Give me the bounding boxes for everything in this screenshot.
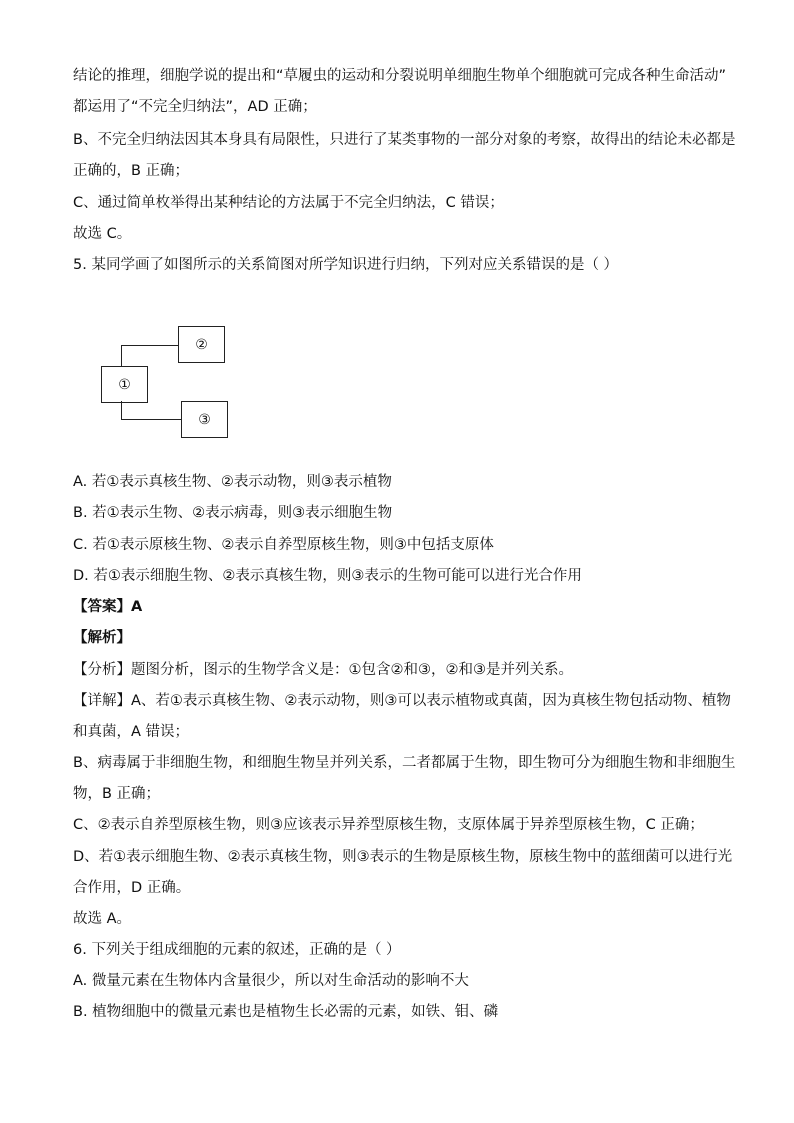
text-line-5: C、通过简单枚举得出某种结论的方法属于不完全归纳法，C 错误； xyxy=(73,195,504,211)
diagram-box-3: ③ xyxy=(181,401,228,438)
option-c: C. 若①表示原核生物、②表示自养型原核生物，则③中包括支原体 xyxy=(73,537,494,553)
text-line-3: B、不完全归纳法因其本身具有局限性，只进行了某类事物的一部分对象的考察，故得出的结论未必都是 xyxy=(73,132,736,148)
text-line-2: 都运用了“不完全归纳法”，AD 正确； xyxy=(73,99,317,115)
diagram-box-1: ① xyxy=(101,366,148,403)
detail-line-1: 【详解】A、若①表示真核生物、②表示动物，则③可以表示植物或真菌，因为真核生物包括动物、植物 xyxy=(73,693,731,709)
analysis-label: 【解析】 xyxy=(73,630,131,646)
text-line-1: 结论的推理，细胞学说的提出和“草履虫的运动和分裂说明单细胞生物单个细胞就可完成各种生命活动” xyxy=(73,68,727,84)
text-line-6: 故选 C。 xyxy=(73,226,132,242)
answer-label: 【答案】A xyxy=(73,599,143,615)
q6-option-b: B. 植物细胞中的微量元素也是植物生长必需的元素，如铁、钼、磷 xyxy=(73,1004,499,1020)
question-6-stem: 6. 下列关于组成细胞的元素的叙述，正确的是（ ） xyxy=(73,942,401,958)
option-a: A. 若①表示真核生物、②表示动物，则③表示植物 xyxy=(73,474,392,490)
option-d: D. 若①表示细胞生物、②表示真核生物，则③表示的生物可能可以进行光合作用 xyxy=(73,568,582,584)
option-b: B. 若①表示生物、②表示病毒，则③表示细胞生物 xyxy=(73,505,393,521)
detail-line-6: D、若①表示细胞生物、②表示真核生物，则③表示的生物是原核生物，原核生物中的蓝细菌可以进行光 xyxy=(73,849,733,865)
detail-line-3: B、病毒属于非细胞生物，和细胞生物呈并列关系，二者都属于生物，即生物可分为细胞生物和非细胞生 xyxy=(73,755,736,771)
analysis-text: 【分析】题图分析，图示的生物学含义是：①包含②和③，②和③是并列关系。 xyxy=(73,662,573,678)
diagram-box-2: ② xyxy=(178,326,225,363)
detail-line-8: 故选 A。 xyxy=(73,911,132,927)
connector-down xyxy=(121,401,122,420)
text-line-4: 正确的，B 正确； xyxy=(73,163,190,179)
detail-line-4: 物，B 正确； xyxy=(73,786,161,802)
detail-line-7: 合作用，D 正确。 xyxy=(73,880,191,896)
connector-to-box-3 xyxy=(121,419,182,420)
connector-to-box-2 xyxy=(121,345,179,346)
connector-up xyxy=(121,345,122,367)
detail-line-5: C、②表示自养型原核生物，则③应该表示异养型原核生物，支原体属于异养型原核生物，C 正确； xyxy=(73,817,704,833)
question-5-stem: 5. 某同学画了如图所示的关系简图对所学知识进行归纳，下列对应关系错误的是（ ） xyxy=(73,257,619,273)
q6-option-a: A. 微量元素在生物体内含量很少，所以对生命活动的影响不大 xyxy=(73,973,469,989)
detail-line-2: 和真菌，A 错误； xyxy=(73,724,190,740)
